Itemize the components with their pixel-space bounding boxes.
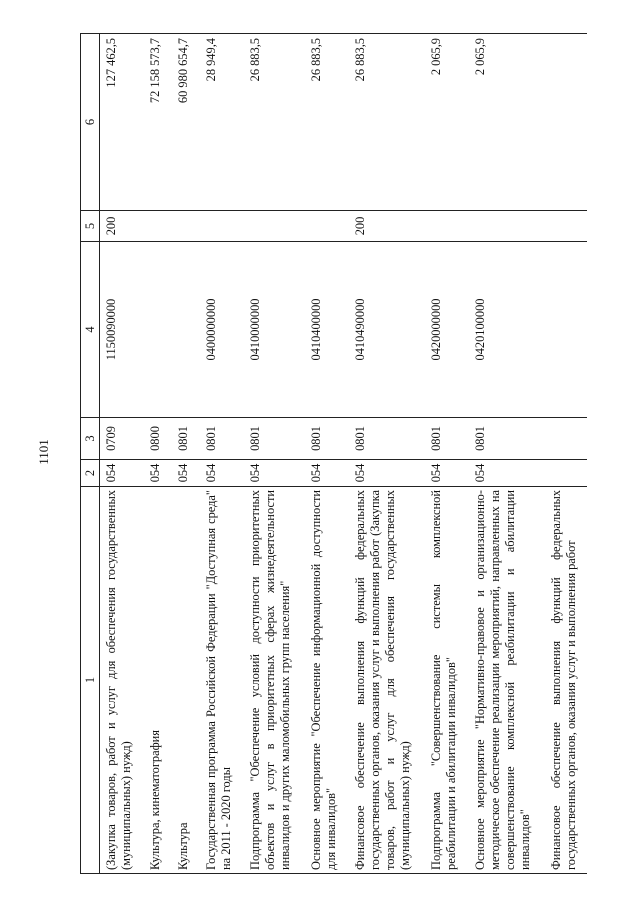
row-ministry: 054 [172, 460, 200, 487]
table-row [200, 34, 244, 874]
row-target [144, 242, 172, 418]
header-col-amount: 6 [81, 34, 100, 211]
row-amount [545, 34, 587, 211]
row-section: 0801 [200, 418, 244, 460]
row-amount: 72 158 573,7 [144, 34, 172, 211]
row-target [545, 242, 587, 418]
row-section: 0801 [172, 418, 200, 460]
row-expense-type [545, 211, 587, 242]
row-amount: 26 883,5 [244, 34, 305, 211]
row-section: 0800 [144, 418, 172, 460]
row-ministry: 054 [244, 460, 305, 487]
row-expense-type: 200 [349, 211, 425, 242]
table-row [172, 34, 200, 874]
table-header [81, 34, 100, 874]
row-expense-type [200, 211, 244, 242]
row-ministry: 054 [100, 460, 145, 487]
row-amount: 127 462,5 [100, 34, 145, 211]
row-name: Финансовое обеспечение выполнения функций федеральных государственных органов, оказания услуг и выполнения работ (Закупка товаров, работ и услуг для обеспечения государственных (муниципальных) нужд) [349, 487, 425, 874]
row-name: Культура [172, 487, 200, 874]
row-target: 1150090000 [100, 242, 145, 418]
row-section: 0801 [469, 418, 545, 460]
row-expense-type [172, 211, 200, 242]
row-name: Культура, кинематография [144, 487, 172, 874]
page-number: 1101 [36, 439, 51, 465]
budget-table [80, 33, 587, 874]
row-ministry: 054 [305, 460, 349, 487]
row-ministry: 054 [349, 460, 425, 487]
table-row [425, 34, 469, 874]
row-expense-type [305, 211, 349, 242]
row-ministry: 054 [200, 460, 244, 487]
header-col-name: 1 [81, 487, 100, 874]
row-amount: 2 065,9 [425, 34, 469, 211]
header-row [81, 34, 100, 874]
row-section: 0801 [305, 418, 349, 460]
row-target: 0420000000 [425, 242, 469, 418]
page-number-area [24, 439, 64, 465]
row-name: Подпрограмма "Обеспечение условий доступности приоритетных объектов и услуг в приоритетных сферах жизнедеятельности инвалидов и других маломобильных групп населения" [244, 487, 305, 874]
table-row [100, 34, 145, 874]
row-expense-type [244, 211, 305, 242]
header-col-expense-type: 5 [81, 211, 100, 242]
row-ministry: 054 [469, 460, 545, 487]
header-col-section: 3 [81, 418, 100, 460]
row-section: 0709 [100, 418, 145, 460]
row-target [172, 242, 200, 418]
table-row [144, 34, 172, 874]
row-target: 0410490000 [349, 242, 425, 418]
header-col-target: 4 [81, 242, 100, 418]
budget-table-sheet [80, 34, 578, 874]
row-name: Основное мероприятие "Нормативно-правовое и организационно-методическое обеспечение реализации мероприятий, направленных на совершенствование комплексной реабилитации и абилитации инвалидов" [469, 487, 545, 874]
row-target: 0420100000 [469, 242, 545, 418]
row-name: Финансовое обеспечение выполнения функций федеральных государственных органов, оказания услуг и выполнения работ [545, 487, 587, 874]
table-row [349, 34, 425, 874]
row-name: Государственная программа Российской Федерации "Доступная среда" на 2011 - 2020 годы [200, 487, 244, 874]
row-section [545, 418, 587, 460]
row-section: 0801 [244, 418, 305, 460]
header-col-ministry: 2 [81, 460, 100, 487]
row-ministry: 054 [144, 460, 172, 487]
row-amount: 26 883,5 [349, 34, 425, 211]
row-expense-type: 200 [100, 211, 145, 242]
row-amount: 28 949,4 [200, 34, 244, 211]
row-section: 0801 [425, 418, 469, 460]
table-row [545, 34, 587, 874]
table-row [469, 34, 545, 874]
row-amount: 26 883,5 [305, 34, 349, 211]
table-body [100, 34, 588, 874]
row-section: 0801 [349, 418, 425, 460]
row-amount: 2 065,9 [469, 34, 545, 211]
row-expense-type [469, 211, 545, 242]
row-expense-type [425, 211, 469, 242]
row-ministry: 054 [425, 460, 469, 487]
row-name: Основное мероприятие "Обеспечение информационной доступности для инвалидов" [305, 487, 349, 874]
row-ministry [545, 460, 587, 487]
table-row [244, 34, 305, 874]
row-target: 0400000000 [200, 242, 244, 418]
row-name: (Закупка товаров, работ и услуг для обеспечения государственных (муниципальных) нужд) [100, 487, 145, 874]
row-expense-type [144, 211, 172, 242]
row-amount: 60 980 654,7 [172, 34, 200, 211]
table-row [305, 34, 349, 874]
row-target: 0410000000 [244, 242, 305, 418]
row-target: 0410400000 [305, 242, 349, 418]
row-name: Подпрограмма "Совершенствование системы комплексной реабилитации и абилитации инвалидов" [425, 487, 469, 874]
